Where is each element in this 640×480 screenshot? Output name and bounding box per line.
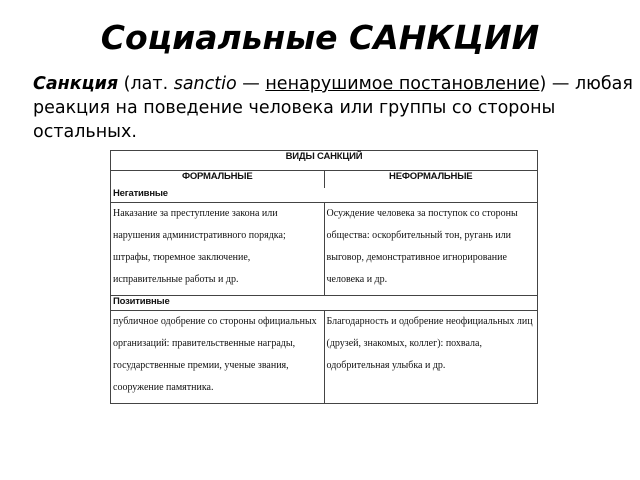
table-row-positive — [111, 311, 538, 404]
negative-label-row — [111, 188, 538, 203]
sanctions-table-image — [110, 150, 538, 464]
cell-negative-formal: Наказание за преступление закона или нарушения административного порядка; штрафы, тюремное заключение, исправительные работы и др. — [111, 203, 325, 296]
definition-rest: ) — любая реакция на поведение человека или группы со стороны остальных. — [33, 74, 633, 142]
definition-underlined-phrase: ненарушимое постановление — [265, 74, 540, 94]
definition-open: (лат. — [118, 74, 174, 94]
page-title: Социальные САНКЦИИ — [100, 18, 540, 57]
sanctions-table — [110, 150, 538, 404]
definition-term: Санкция — [33, 74, 119, 94]
definition-paragraph — [33, 72, 633, 144]
table-columns-row — [111, 171, 538, 189]
column-formal: ФОРМАЛЬНЫЕ — [111, 171, 325, 189]
table-row-negative — [111, 203, 538, 296]
positive-label-row — [111, 296, 538, 311]
negative-label: Негативные — [111, 188, 538, 203]
cell-positive-formal: публичное одобрение со стороны официальных организаций: правительственные награды, государственные премии, ученые звания, сооружение памятника. — [111, 311, 325, 404]
definition-latin-word: sanctio — [173, 74, 237, 94]
table-header-cell: ВИДЫ САНКЦИЙ — [111, 151, 538, 171]
column-informal: НЕФОРМАЛЬНЫЕ — [324, 171, 538, 189]
positive-label: Позитивные — [111, 296, 538, 311]
cell-positive-informal: Благодарность и одобрение неофициальных лиц (друзей, знакомых, коллег): похвала, одобрительная улыбка и др. — [324, 311, 538, 404]
table-header-row — [111, 151, 538, 171]
cell-negative-informal: Осуждение человека за поступок со стороны общества: оскорбительный тон, ругань или выговор, демонстративное игнорирование человека и др. — [324, 203, 538, 296]
definition-dash: — — [236, 74, 266, 94]
